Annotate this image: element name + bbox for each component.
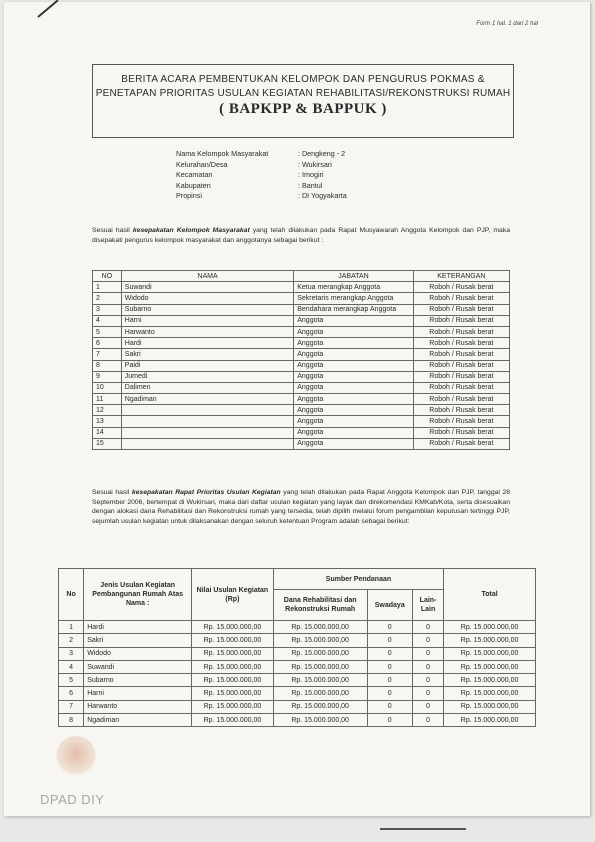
col-header-jabatan: JABATAN bbox=[294, 271, 414, 282]
cell-jabatan: Anggota bbox=[294, 360, 414, 371]
cell-nama bbox=[121, 438, 293, 449]
cell-nama bbox=[121, 427, 293, 438]
cell-lain: 0 bbox=[412, 700, 443, 713]
paragraph-prioritas-usulan bbox=[92, 488, 510, 526]
cell-swadaya: 0 bbox=[367, 634, 412, 647]
col-header-sumber: Sumber Pendanaan bbox=[273, 569, 443, 590]
cell-nama: Paidi bbox=[121, 360, 293, 371]
cell-nama: Subarno bbox=[121, 304, 293, 315]
paragraph-text: yang telah dilakukan pada Rapat Musyawarah Anggota Kelompok dan PJP, maka disepakati pengurus kelompok masyarakat dan anggotanya sebagai berikut : bbox=[92, 227, 510, 244]
cell-jabatan: Anggota bbox=[294, 427, 414, 438]
info-label: Kabupaten bbox=[176, 180, 211, 190]
info-row bbox=[176, 160, 347, 171]
cell-no: 10 bbox=[93, 382, 122, 393]
table-row bbox=[93, 349, 510, 360]
cell-lain: 0 bbox=[412, 621, 443, 634]
cell-dana: Rp. 15.000.000,00 bbox=[273, 634, 367, 647]
document-page bbox=[4, 2, 590, 816]
cell-swadaya: 0 bbox=[367, 621, 412, 634]
cell-swadaya: 0 bbox=[367, 660, 412, 673]
table-row bbox=[93, 371, 510, 382]
cell-dana: Rp. 15.000.000,00 bbox=[273, 674, 367, 687]
cell-no: 6 bbox=[93, 338, 122, 349]
cell-nama: Subarno bbox=[84, 674, 192, 687]
cell-jabatan: Anggota bbox=[294, 405, 414, 416]
table-row bbox=[93, 382, 510, 393]
cell-keterangan: Roboh / Rusak berat bbox=[413, 304, 509, 315]
info-value: : Dengkeng - 2 bbox=[298, 149, 346, 158]
cell-nilai: Rp. 15.000.000,00 bbox=[192, 660, 274, 673]
title-line-2: PENETAPAN PRIORITAS USULAN KEGIATAN REHABILITASI/REKONSTRUKSI RUMAH bbox=[95, 88, 511, 99]
cell-keterangan: Roboh / Rusak berat bbox=[413, 360, 509, 371]
table-row bbox=[59, 700, 536, 713]
col-header-nilai: Nilai Usulan Kegiatan (Rp) bbox=[192, 569, 274, 621]
pen-mark bbox=[37, 0, 58, 18]
cell-keterangan: Roboh / Rusak berat bbox=[413, 427, 509, 438]
cell-keterangan: Roboh / Rusak berat bbox=[413, 438, 509, 449]
cell-lain: 0 bbox=[412, 714, 443, 727]
cell-no: 3 bbox=[93, 304, 122, 315]
watermark: DPAD DIY bbox=[40, 792, 105, 807]
paragraph-text: yang telah dilakukan pada Rapat Anggota Kelompok dan PJP, tanggal 28 September 2006, bertempat di Wukirsari, maka dari daftar usulan kegiatan yang layak dan direkomendasi KMKab/Kota, serta disesuaikan dengan alokasi dana Rehabilitasi dan Rekonstruksi rumah yang tersedia, telah dipilih melalui forum pengambilan keputusan tertinggi PJP, sejumlah usulan kegiatan untuk dilaksanakan dengan seluruh ketentuan Program adalah sebagai berikut: bbox=[92, 489, 510, 525]
cell-no: 3 bbox=[59, 647, 84, 660]
table-row bbox=[93, 282, 510, 293]
table-row bbox=[59, 621, 536, 634]
table-row bbox=[59, 674, 536, 687]
cell-keterangan: Roboh / Rusak berat bbox=[413, 338, 509, 349]
col-header-no: NO bbox=[93, 271, 122, 282]
table-row bbox=[93, 405, 510, 416]
cell-swadaya: 0 bbox=[367, 647, 412, 660]
cell-no: 15 bbox=[93, 438, 122, 449]
group-info bbox=[176, 149, 347, 202]
cell-no: 4 bbox=[59, 660, 84, 673]
cell-nama: Ngadiman bbox=[121, 394, 293, 405]
cell-nama: Suwandi bbox=[121, 282, 293, 293]
cell-keterangan: Roboh / Rusak berat bbox=[413, 394, 509, 405]
cell-keterangan: Roboh / Rusak berat bbox=[413, 416, 509, 427]
cell-nilai: Rp. 15.000.000,00 bbox=[192, 621, 274, 634]
cell-dana: Rp. 15.000.000,00 bbox=[273, 647, 367, 660]
table-row bbox=[93, 293, 510, 304]
cell-jabatan: Bendahara merangkap Anggota bbox=[294, 304, 414, 315]
cell-nama: Harni bbox=[121, 315, 293, 326]
cell-nilai: Rp. 15.000.000,00 bbox=[192, 714, 274, 727]
col-header-total: Total bbox=[444, 569, 536, 621]
table-row bbox=[93, 304, 510, 315]
table-row bbox=[93, 338, 510, 349]
col-header-jenis: Jenis Usulan Kegiatan Pembangunan Rumah Atas Nama : bbox=[84, 569, 192, 621]
cell-nama: Jumedi bbox=[121, 371, 293, 382]
cell-no: 7 bbox=[93, 349, 122, 360]
cell-jabatan: Ketua merangkap Anggota bbox=[294, 282, 414, 293]
cell-no: 8 bbox=[59, 714, 84, 727]
table-row bbox=[93, 394, 510, 405]
cell-no: 9 bbox=[93, 371, 122, 382]
cell-nilai: Rp. 15.000.000,00 bbox=[192, 687, 274, 700]
members-header-row bbox=[93, 271, 510, 282]
cell-nama: Suwandi bbox=[84, 660, 192, 673]
members-table bbox=[92, 270, 510, 450]
cell-swadaya: 0 bbox=[367, 674, 412, 687]
cell-no: 13 bbox=[93, 416, 122, 427]
cell-dana: Rp. 15.000.000,00 bbox=[273, 714, 367, 727]
paragraph-emphasis: kesepakatan Rapat Prioritas Usulan Kegiatan bbox=[131, 489, 281, 496]
info-label: Kecamatan bbox=[176, 170, 213, 179]
table-row bbox=[59, 647, 536, 660]
cell-keterangan: Roboh / Rusak berat bbox=[413, 405, 509, 416]
cell-jabatan: Anggota bbox=[294, 349, 414, 360]
cell-total: Rp. 15.000.000,00 bbox=[444, 621, 536, 634]
info-value: : DI Yogyakarta bbox=[298, 191, 347, 200]
cell-nama: Ngadiman bbox=[84, 714, 192, 727]
title-line-3: ( BAPKPP & BAPPUK ) bbox=[219, 101, 387, 117]
col-header-lain: Lain-Lain bbox=[412, 590, 443, 621]
cell-no: 8 bbox=[93, 360, 122, 371]
cell-total: Rp. 15.000.000,00 bbox=[444, 660, 536, 673]
paragraph-kesepakatan-kelompok bbox=[92, 226, 510, 245]
info-row bbox=[176, 181, 347, 192]
cell-no: 4 bbox=[93, 315, 122, 326]
col-header-dana: Dana Rehabilitasi dan Rekonstruksi Rumah bbox=[273, 590, 367, 621]
cell-nama bbox=[121, 416, 293, 427]
cell-keterangan: Roboh / Rusak berat bbox=[413, 349, 509, 360]
cell-nama: Harni bbox=[84, 687, 192, 700]
form-page-reference: Form 1 hal. 1 dari 2 hal bbox=[476, 21, 538, 27]
cell-total: Rp. 15.000.000,00 bbox=[444, 687, 536, 700]
cell-nama: Harwanto bbox=[121, 326, 293, 337]
title-line-1: BERITA ACARA PEMBENTUKAN KELOMPOK DAN PENGURUS POKMAS & bbox=[121, 74, 485, 85]
cell-swadaya: 0 bbox=[367, 714, 412, 727]
cell-no: 12 bbox=[93, 405, 122, 416]
cell-total: Rp. 15.000.000,00 bbox=[444, 700, 536, 713]
cell-lain: 0 bbox=[412, 647, 443, 660]
cell-no: 5 bbox=[59, 674, 84, 687]
col-header-keterangan: KETERANGAN bbox=[413, 271, 509, 282]
cell-no: 11 bbox=[93, 394, 122, 405]
cell-nilai: Rp. 15.000.000,00 bbox=[192, 634, 274, 647]
table-row bbox=[59, 714, 536, 727]
cell-nama: Dalimen bbox=[121, 382, 293, 393]
cell-jabatan: Anggota bbox=[294, 315, 414, 326]
col-header-swadaya: Swadaya bbox=[367, 590, 412, 621]
cell-no: 1 bbox=[93, 282, 122, 293]
col-header-nama: NAMA bbox=[121, 271, 293, 282]
cell-jabatan: Anggota bbox=[294, 438, 414, 449]
cell-nama: Harwanto bbox=[84, 700, 192, 713]
info-label: Propinsi bbox=[176, 191, 202, 200]
paragraph-text: Sesuai hasil bbox=[92, 489, 132, 496]
cell-lain: 0 bbox=[412, 634, 443, 647]
cell-no: 6 bbox=[59, 687, 84, 700]
cell-total: Rp. 15.000.000,00 bbox=[444, 674, 536, 687]
cell-nilai: Rp. 15.000.000,00 bbox=[192, 647, 274, 660]
cell-dana: Rp. 15.000.000,00 bbox=[273, 700, 367, 713]
cell-nama: Hardi bbox=[84, 621, 192, 634]
cell-keterangan: Roboh / Rusak berat bbox=[413, 282, 509, 293]
info-value: : Bantul bbox=[298, 180, 323, 190]
cell-lain: 0 bbox=[412, 674, 443, 687]
info-row bbox=[176, 170, 347, 181]
cell-dana: Rp. 15.000.000,00 bbox=[273, 621, 367, 634]
table-row bbox=[93, 360, 510, 371]
info-row bbox=[176, 149, 347, 160]
table-row bbox=[59, 660, 536, 673]
table-row bbox=[59, 687, 536, 700]
table-row bbox=[93, 315, 510, 326]
info-row bbox=[176, 191, 347, 202]
cell-jabatan: Anggota bbox=[294, 382, 414, 393]
cell-jabatan: Sekretaris merangkap Anggota bbox=[294, 293, 414, 304]
cell-no: 2 bbox=[93, 293, 122, 304]
cell-total: Rp. 15.000.000,00 bbox=[444, 714, 536, 727]
cell-jabatan: Anggota bbox=[294, 338, 414, 349]
members-table-body bbox=[93, 282, 510, 450]
cell-swadaya: 0 bbox=[367, 687, 412, 700]
cell-swadaya: 0 bbox=[367, 700, 412, 713]
table-row bbox=[93, 438, 510, 449]
cell-jabatan: Anggota bbox=[294, 416, 414, 427]
usulan-header-row bbox=[59, 569, 536, 590]
cell-keterangan: Roboh / Rusak berat bbox=[413, 293, 509, 304]
cell-keterangan: Roboh / Rusak berat bbox=[413, 326, 509, 337]
table-row bbox=[93, 326, 510, 337]
cell-nama: Widodo bbox=[121, 293, 293, 304]
cell-no: 14 bbox=[93, 427, 122, 438]
cell-nilai: Rp. 15.000.000,00 bbox=[192, 674, 274, 687]
title-box bbox=[92, 64, 514, 138]
cell-dana: Rp. 15.000.000,00 bbox=[273, 660, 367, 673]
scan-mark bbox=[380, 828, 466, 830]
cell-dana: Rp. 15.000.000,00 bbox=[273, 687, 367, 700]
cell-jabatan: Anggota bbox=[294, 371, 414, 382]
cell-no: 7 bbox=[59, 700, 84, 713]
cell-nama: Widodo bbox=[84, 647, 192, 660]
usulan-table bbox=[58, 568, 536, 727]
cell-keterangan: Roboh / Rusak berat bbox=[413, 371, 509, 382]
col-header-no: No bbox=[59, 569, 84, 621]
cell-no: 5 bbox=[93, 326, 122, 337]
table-row bbox=[93, 416, 510, 427]
cell-no: 1 bbox=[59, 621, 84, 634]
info-label: Nama Kelompok Masyarakat bbox=[176, 149, 269, 158]
info-value: : Wukirsari bbox=[298, 159, 332, 169]
cell-jabatan: Anggota bbox=[294, 326, 414, 337]
cell-nama bbox=[121, 405, 293, 416]
cell-total: Rp. 15.000.000,00 bbox=[444, 634, 536, 647]
table-row bbox=[59, 634, 536, 647]
cell-keterangan: Roboh / Rusak berat bbox=[413, 315, 509, 326]
cell-nilai: Rp. 15.000.000,00 bbox=[192, 700, 274, 713]
paragraph-text: Sesuai hasil bbox=[92, 227, 133, 234]
cell-lain: 0 bbox=[412, 687, 443, 700]
usulan-table-body bbox=[59, 621, 536, 727]
info-label: Kelurahan/Desa bbox=[176, 159, 228, 169]
cell-nama: Hardi bbox=[121, 338, 293, 349]
cell-no: 2 bbox=[59, 634, 84, 647]
cell-keterangan: Roboh / Rusak berat bbox=[413, 382, 509, 393]
cell-total: Rp. 15.000.000,00 bbox=[444, 647, 536, 660]
cell-nama: Sakri bbox=[84, 634, 192, 647]
paragraph-emphasis: kesepakatan Kelompok Masyarakat bbox=[132, 227, 250, 234]
cell-lain: 0 bbox=[412, 660, 443, 673]
cell-jabatan: Anggota bbox=[294, 394, 414, 405]
faded-seal-stamp bbox=[56, 736, 96, 776]
table-row bbox=[93, 427, 510, 438]
info-value: : Imogiri bbox=[298, 170, 324, 179]
cell-nama: Sakri bbox=[121, 349, 293, 360]
